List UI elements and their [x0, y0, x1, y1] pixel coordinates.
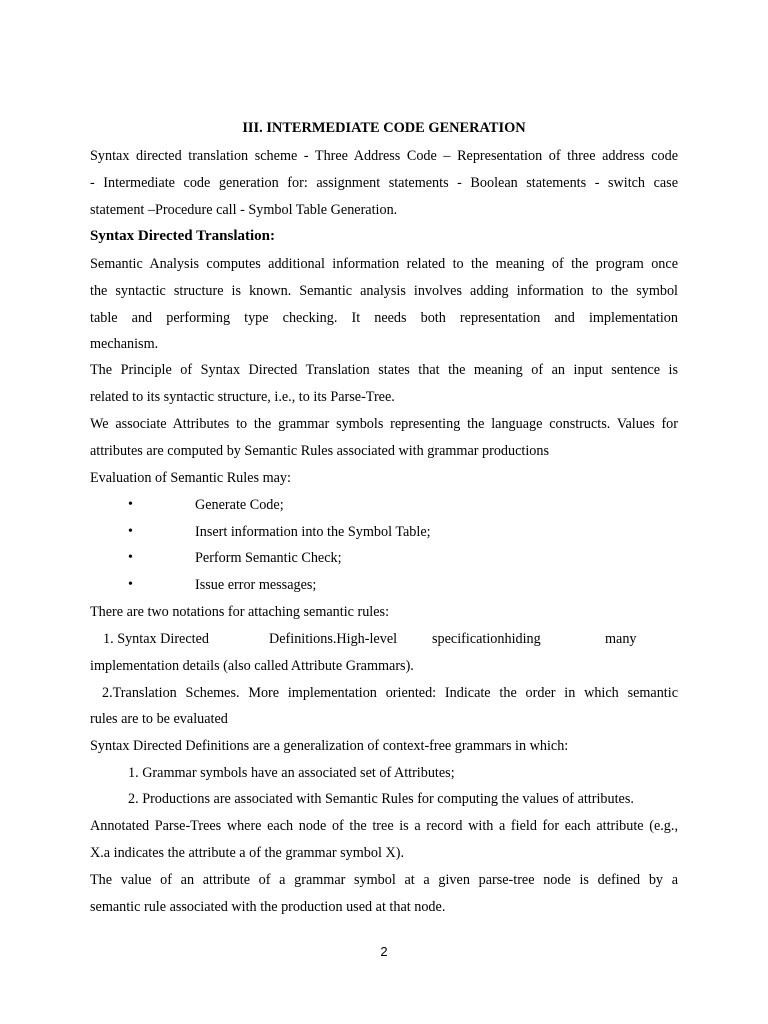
bullet-item: Insert information into the Symbol Table; — [195, 524, 431, 540]
intro-line: - Intermediate code generation for: assignment statements - Boolean statements - switch case — [90, 175, 678, 191]
section-heading: Syntax Directed Translation: — [90, 228, 276, 244]
intro-line: statement –Procedure call - Symbol Table Generation. — [90, 202, 398, 218]
bullet-item: Perform Semantic Check; — [195, 550, 342, 566]
paragraph-line: related to its syntactic structure, i.e., to its Parse-Tree. — [90, 389, 395, 405]
notation1-word: 1. Syntax Directed — [103, 631, 209, 647]
paragraph-line: We associate Attributes to the grammar symbols representing the language constructs. Values for — [90, 416, 678, 432]
notation1-word: specificationhiding — [432, 631, 541, 647]
paragraph-line: Annotated Parse-Trees where each node of the tree is a record with a field for each attribute (e.g., — [90, 818, 678, 834]
notation1-word: many — [605, 631, 637, 647]
bullet-item: Issue error messages; — [195, 577, 317, 593]
notation2-line: 2.Translation Schemes. More implementation oriented: Indicate the order in which semantic — [102, 685, 678, 701]
bullet-item: Generate Code; — [195, 497, 284, 513]
notation1-word: Definitions.High-level — [269, 631, 398, 647]
page-title: III. INTERMEDIATE CODE GENERATION — [242, 120, 526, 136]
sdd-intro: Syntax Directed Definitions are a generalization of context-free grammars in which: — [90, 738, 569, 754]
notations-intro: There are two notations for attaching semantic rules: — [90, 604, 390, 620]
paragraph-line: mechanism. — [90, 336, 159, 352]
paragraph-line: The Principle of Syntax Directed Translation states that the meaning of an input sentence is — [90, 362, 678, 378]
bullet-marker: • — [128, 497, 133, 512]
paragraph-line: Semantic Analysis computes additional information related to the meaning of the program once — [90, 256, 678, 272]
sdd-item: 2. Productions are associated with Semantic Rules for computing the values of attributes. — [128, 791, 634, 807]
bullet-marker: • — [128, 524, 133, 539]
bullet-marker: • — [128, 550, 133, 565]
page-number: 2 — [380, 944, 388, 959]
notation1-line2: implementation details (also called Attribute Grammars). — [90, 658, 414, 674]
paragraph-line: The value of an attribute of a grammar symbol at a given parse-tree node is defined by a — [90, 872, 678, 888]
paragraph-line: attributes are computed by Semantic Rules associated with grammar productions — [90, 443, 550, 459]
paragraph-line: table and performing type checking. It needs both representation and implementation — [90, 310, 678, 326]
sdd-item: 1. Grammar symbols have an associated set of Attributes; — [128, 765, 455, 781]
bullet-marker: • — [128, 577, 133, 592]
paragraph-line: the syntactic structure is known. Semantic analysis involves adding information to the symbol — [90, 283, 678, 299]
intro-line: Syntax directed translation scheme - Three Address Code – Representation of three address code — [90, 148, 678, 164]
paragraph-line: semantic rule associated with the production used at that node. — [90, 899, 446, 915]
notation2-line: rules are to be evaluated — [90, 711, 228, 727]
paragraph-line: X.a indicates the attribute a of the grammar symbol X). — [90, 845, 404, 861]
evaluation-intro: Evaluation of Semantic Rules may: — [90, 470, 291, 486]
